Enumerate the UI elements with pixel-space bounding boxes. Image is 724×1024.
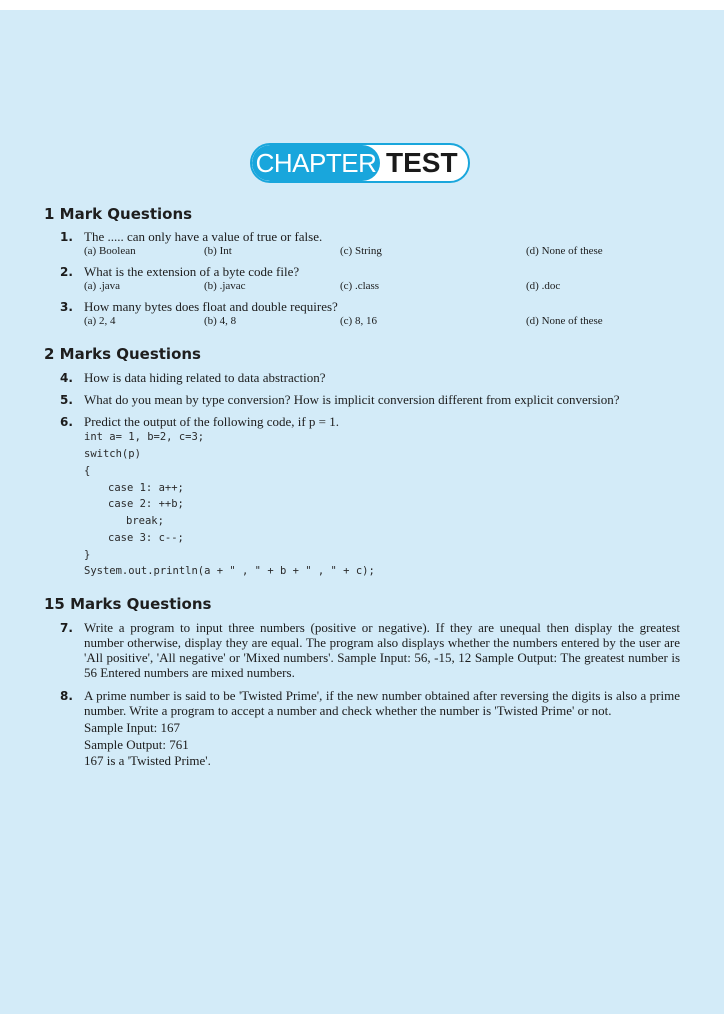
option-d: (d) None of these [526, 315, 603, 327]
code-line: case 2: ++b; [108, 498, 184, 510]
option-c: (c) 8, 16 [340, 315, 377, 327]
option-a: (a) 2, 4 [84, 315, 116, 327]
code-line: } [84, 549, 91, 561]
badge-test-label: TEST [386, 147, 458, 178]
question-text: How is data hiding related to data abstraction? [84, 370, 326, 385]
question-text: A prime number is said to be 'Twisted Prime', if the new number obtained after reversing the digits is also a prime number. Write a program to accept a number and check whether the number is 'Twisted Prime' or not. [84, 688, 680, 718]
option-b: (b) 4, 8 [204, 315, 237, 327]
option-b: (b) Int [204, 245, 232, 257]
sample-result-line: 167 is a 'Twisted Prime'. [84, 753, 211, 768]
option-d: (d) None of these [526, 245, 603, 257]
question-number: 5. [60, 393, 73, 407]
section-title-2-marks: 2 Marks Questions [44, 345, 201, 363]
question-number: 7. [60, 621, 73, 635]
question-text: What do you mean by type conversion? How is implicit conversion different from explicit conversion? [84, 392, 620, 407]
option-a: (a) .java [84, 280, 121, 292]
option-c: (c) String [340, 245, 382, 257]
code-line: case 3: c--; [108, 532, 184, 544]
option-a: (a) Boolean [84, 245, 136, 257]
code-line: case 1: a++; [108, 482, 184, 494]
code-line: break; [126, 515, 164, 527]
question-text: The ..... can only have a value of true or false. [84, 229, 323, 244]
question-number: 8. [60, 689, 73, 703]
question-text: Predict the output of the following code, if p = 1. [84, 414, 340, 429]
question-text: How many bytes does float and double requires? [84, 299, 338, 314]
question-number: 3. [60, 300, 73, 314]
question-text: What is the extension of a byte code file? [84, 264, 300, 279]
badge-chapter-label: CHAPTER [252, 145, 380, 181]
section-title-1-mark: 1 Mark Questions [44, 205, 193, 223]
option-c: (c) .class [340, 280, 380, 292]
sample-output-line: Sample Output: 761 [84, 737, 189, 752]
option-b: (b) .javac [204, 280, 246, 292]
code-line: System.out.println(a + " , " + b + " , " + c); [84, 565, 375, 577]
code-line: int a= 1, b=2, c=3; [84, 431, 205, 443]
question-text: Write a program to input three numbers (positive or negative). If they are unequal then display the greatest number otherwise, display they are equal. The program also displays whether the numbers entered by the user are 'All positive', 'All negative' or 'Mixed numbers'. Sample Input: 56, -15, 12 Sample Output: The greatest number is 56 Entered numbers are mixed numbers. [84, 620, 680, 680]
option-d: (d) .doc [526, 280, 561, 292]
code-line: { [84, 465, 91, 477]
code-line: switch(p) [84, 448, 141, 460]
question-number: 4. [60, 371, 73, 385]
question-number: 6. [60, 415, 73, 429]
question-number: 2. [60, 265, 73, 279]
section-title-15-marks: 15 Marks Questions [44, 595, 212, 613]
chapter-test-badge [250, 143, 470, 183]
question-number: 1. [60, 230, 73, 244]
sample-input-line: Sample Input: 167 [84, 720, 181, 735]
